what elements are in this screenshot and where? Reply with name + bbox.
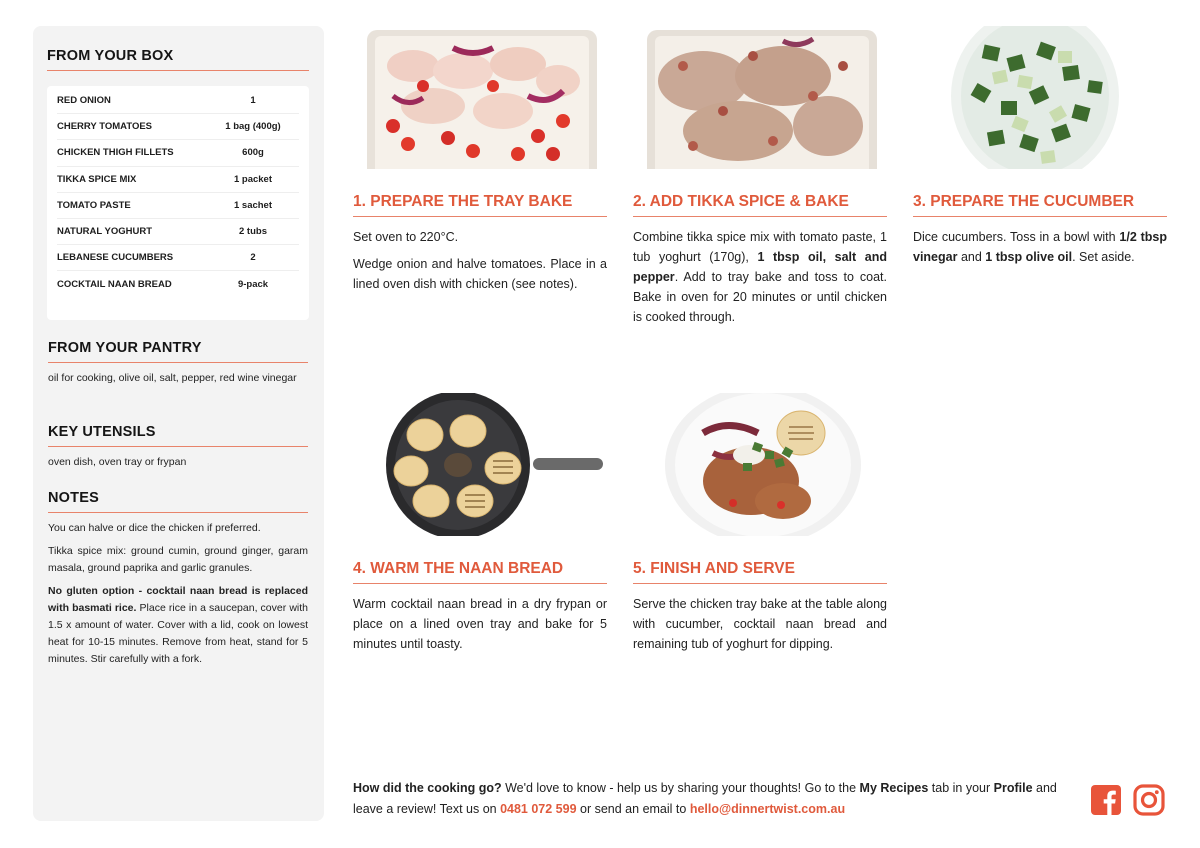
notes-section — [48, 490, 308, 668]
ingredient-name: CHERRY TOMATOES — [57, 121, 153, 133]
ingredient-qty: 600g — [242, 147, 264, 159]
notes-bold: No gluten option - cocktail naan bread is replaced with basmati rice. — [48, 585, 308, 614]
ingredient-qty: 2 — [250, 252, 256, 264]
step-2 — [633, 26, 887, 327]
pantry-text: oil for cooking, olive oil, salt, pepper, red wine vinegar — [48, 372, 297, 384]
ingredient-qty: 1 packet — [233, 173, 273, 185]
step-1 — [353, 26, 607, 294]
ingredient-qty: 9-pack — [237, 278, 269, 290]
utensils-heading: KEY UTENSILS — [48, 424, 308, 447]
ingredient-qty: 2 tubs — [239, 226, 267, 238]
step-1-photo — [353, 26, 607, 169]
ingredient-row — [57, 88, 299, 114]
step-2-text-bold: 1 tbsp oil, salt and pepper — [633, 250, 887, 284]
step-1-text: Wedge onion and halve tomatoes. Place in a lined oven dish with chicken (see notes). — [353, 257, 607, 291]
ingredient-row — [57, 271, 299, 297]
step-3-text-part: and — [957, 250, 986, 264]
step-5 — [633, 393, 887, 654]
footer-email-link[interactable]: hello@dinnertwist.com.au — [689, 802, 846, 816]
pantry-section — [48, 340, 308, 387]
ingredient-name: COCKTAIL NAAN BREAD — [57, 278, 172, 290]
instagram-icon[interactable] — [1133, 784, 1167, 818]
step-3-text-bold: 1 tbsp olive oil — [985, 250, 1073, 264]
ingredient-row — [57, 167, 299, 193]
step-3 — [913, 26, 1167, 267]
from-your-box-heading: FROM YOUR BOX — [47, 48, 309, 71]
notes-rest: Place rice in a saucepan, cover with 1.5 x amount of water. Cover with a lid, cook on lowest heat for 10-15 minutes. Remove from heat, stand for 5 minutes. Stir carefully with a fork. — [48, 602, 308, 665]
feedback-footer — [353, 778, 1075, 820]
footer-text: We'd love to know - help us by sharing your thoughts! Go to the — [501, 781, 860, 795]
ingredient-row — [57, 193, 299, 219]
pantry-heading: FROM YOUR PANTRY — [48, 340, 308, 363]
step-4-text: Warm cocktail naan bread in a dry frypan or place on a lined oven tray and bake for 5 minutes until toasty. — [353, 597, 607, 651]
step-1-title: 1. PREPARE THE TRAY BAKE — [353, 193, 607, 217]
step-3-text-bold: 1/2 tbsp vinegar — [913, 230, 1167, 264]
ingredient-name: TIKKA SPICE MIX — [57, 173, 137, 185]
ingredient-name: NATURAL YOGHURT — [57, 226, 152, 238]
step-1-text: Set oven to 220°C. — [353, 230, 459, 244]
footer-text: and leave a review! Text us on — [353, 781, 1057, 816]
ingredient-row — [57, 114, 299, 140]
step-5-title: 5. FINISH AND SERVE — [633, 560, 887, 584]
ingredient-row — [57, 245, 299, 271]
step-2-title: 2. ADD TIKKA SPICE & BAKE — [633, 193, 887, 217]
step-5-text: Serve the chicken tray bake at the table along with cucumber, cocktail naan bread and remaining tub of yoghurt for dipping. — [633, 597, 887, 651]
footer-text: or send an email to — [576, 802, 690, 816]
step-3-text-part: Dice cucumbers. Toss in a bowl with — [913, 230, 1120, 244]
utensils-text: oven dish, oven tray or frypan — [48, 456, 187, 468]
ingredient-name: LEBANESE CUCUMBERS — [57, 252, 174, 264]
footer-my-recipes: My Recipes — [859, 781, 929, 795]
step-2-text-part: Combine tikka spice mix with tomato paste, 1 tub yoghurt (170g), — [633, 230, 887, 264]
step-5-photo — [633, 393, 887, 536]
step-2-text-part: . Add to tray bake and toss to coat. Bake in oven for 20 minutes or until chicken is cooked through. — [633, 270, 887, 324]
ingredient-row — [57, 219, 299, 245]
step-4-photo — [353, 393, 607, 536]
footer-text: tab in your — [928, 781, 994, 795]
ingredient-name: CHICKEN THIGH FILLETS — [57, 147, 174, 159]
ingredient-name: RED ONION — [57, 95, 111, 107]
notes-text: Tikka spice mix: ground cumin, ground ginger, garam masala, ground paprika and garlic granules. — [48, 545, 308, 574]
footer-phone-link[interactable]: 0481 072 599 — [500, 802, 577, 816]
step-2-photo — [633, 26, 887, 169]
step-3-photo — [913, 26, 1167, 169]
ingredient-qty: 1 — [250, 95, 256, 107]
utensils-section — [48, 424, 308, 471]
ingredient-row — [57, 140, 299, 166]
step-3-text-part: . Set aside. — [1072, 250, 1135, 264]
ingredient-name: TOMATO PASTE — [57, 199, 131, 211]
footer-question: How did the cooking go? — [353, 781, 502, 795]
footer-profile: Profile — [993, 781, 1033, 795]
ingredient-qty: 1 bag (400g) — [225, 121, 281, 133]
step-4-title: 4. WARM THE NAAN BREAD — [353, 560, 607, 584]
step-2-text — [633, 227, 887, 327]
notes-text — [48, 583, 308, 668]
step-4 — [353, 393, 607, 654]
ingredients-table — [47, 86, 309, 320]
facebook-icon[interactable] — [1090, 784, 1124, 818]
notes-text: You can halve or dice the chicken if preferred. — [48, 522, 261, 534]
ingredient-qty: 1 sachet — [233, 199, 273, 211]
ingredients-sidebar — [33, 26, 324, 821]
notes-heading: NOTES — [48, 490, 308, 513]
step-3-title: 3. PREPARE THE CUCUMBER — [913, 193, 1167, 217]
step-3-text — [913, 227, 1167, 267]
